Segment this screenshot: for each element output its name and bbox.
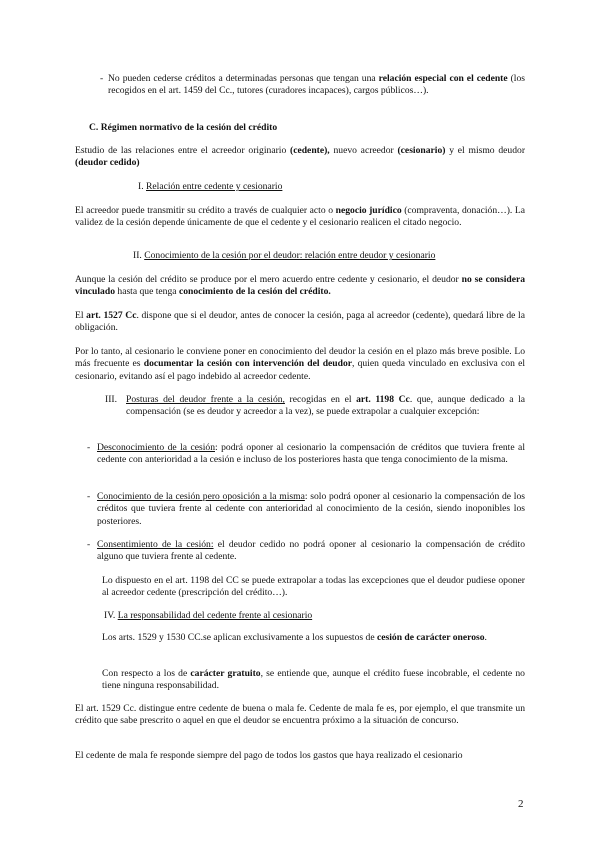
page-number: 2 [518, 798, 524, 810]
paragraph-9: El cedente de mala fe responde siempre del pago de todos los gastos que haya realizado el cesionario [75, 750, 463, 761]
bullet-desconocimiento: - Desconocimiento de la cesión: podrá oponer al cesionario la compensación de créditos que tuviera frente al cedente con anterioridad a la cesión e incluso de los posteriores hasta que tenga conocimiento de la misma. [87, 442, 525, 466]
paragraph-5: Lo dispuesto en el art. 1198 del CC se puede extrapolar a todas las excepciones que el deudor pudiese oponer al acreedor cedente (prescripción del crédito…). [102, 575, 525, 599]
subheading-1: I. Relación entre cedente y cesionario [138, 181, 283, 192]
paragraph-intro: Estudio de las relaciones entre el acreedor originario (cedente), nuevo acreedor (cesionario) y el mismo deudor (deudor cedido) [75, 145, 526, 169]
bullet-dash: - [100, 73, 104, 84]
bullet-text: No pueden cederse créditos a determinadas personas que tengan una relación especial con el cedente (los recogidos en el art. 1459 del Cc., tutores (curadores incapaces), cargos públicos…). [108, 73, 525, 97]
subheading-2: II. Conocimiento de la cesión por el deudor: relación entre deudor y cesionario [133, 250, 436, 261]
paragraph-6: Los arts. 1529 y 1530 CC.se aplican exclusivamente a los supuestos de cesión de carácter oneroso. [102, 632, 487, 643]
paragraph-7: Con respecto a los de carácter gratuito, se entiende que, aunque el crédito fuese incobrable, el cedente no tiene ninguna responsabilidad. [102, 668, 525, 692]
paragraph-3: El art. 1527 Cc. dispone que si el deudor, antes de conocer la cesión, paga al acreedor (cedente), quedará libre de la obligación. [75, 310, 525, 334]
section-heading: C. Régimen normativo de la cesión del crédito [89, 122, 278, 133]
paragraph-4: Por lo tanto, al cesionario le conviene poner en conocimiento del deudor la cesión en el plazo más breve posible. Lo más frecuente es documentar la cesión con intervención del deudor, quien queda vinculado en exclusiva con el cesionario, evitando así el pago indebido al acreedor cedente. [75, 346, 525, 382]
bullet-consentimiento: - Consentimiento de la cesión: el deudor cedido no podrá oponer al cesionario la compensación de crédito alguno que tuviera frente al cedente. [87, 539, 525, 563]
subheading-3: III. Posturas del deudor frente a la cesión, recogidas en el art. 1198 Cc. que, aunque dedicado a la compensación (se es deudor y acreedor a la vez), se puede extrapolar a cualquier excepción: [105, 394, 525, 418]
paragraph-1: El acreedor puede transmitir su crédito a través de cualquier acto o negocio jurídico (compraventa, donación…). La validez de la cesión depende únicamente de que el cedente y el cesionario realicen el citado negocio. [75, 205, 526, 229]
paragraph-8: El art. 1529 Cc. distingue entre cedente de buena o mala fe. Cedente de mala fe es, por ejemplo, el que transmite un crédito que sabe prescrito o aquel en que el deudor se encuentra próximo a la situación de concurso. [75, 703, 525, 727]
bullet-conocimiento-oposicion: - Conocimiento de la cesión pero oposición a la misma: solo podrá oponer al cesionario la compensación de los créditos que tuviera frente al cedente con anterioridad al conocimiento de la cesión, siendo inoponibles los posteriores. [87, 491, 525, 527]
bullet-item [100, 73, 525, 98]
paragraph-2: Aunque la cesión del crédito se produce por el mero acuerdo entre cedente y cesionario, el deudor no se considera vinculado hasta que tenga conocimiento de la cesión del crédito. [75, 274, 526, 298]
subheading-4: IV. La responsabilidad del cedente frente al cesionario [104, 610, 313, 621]
